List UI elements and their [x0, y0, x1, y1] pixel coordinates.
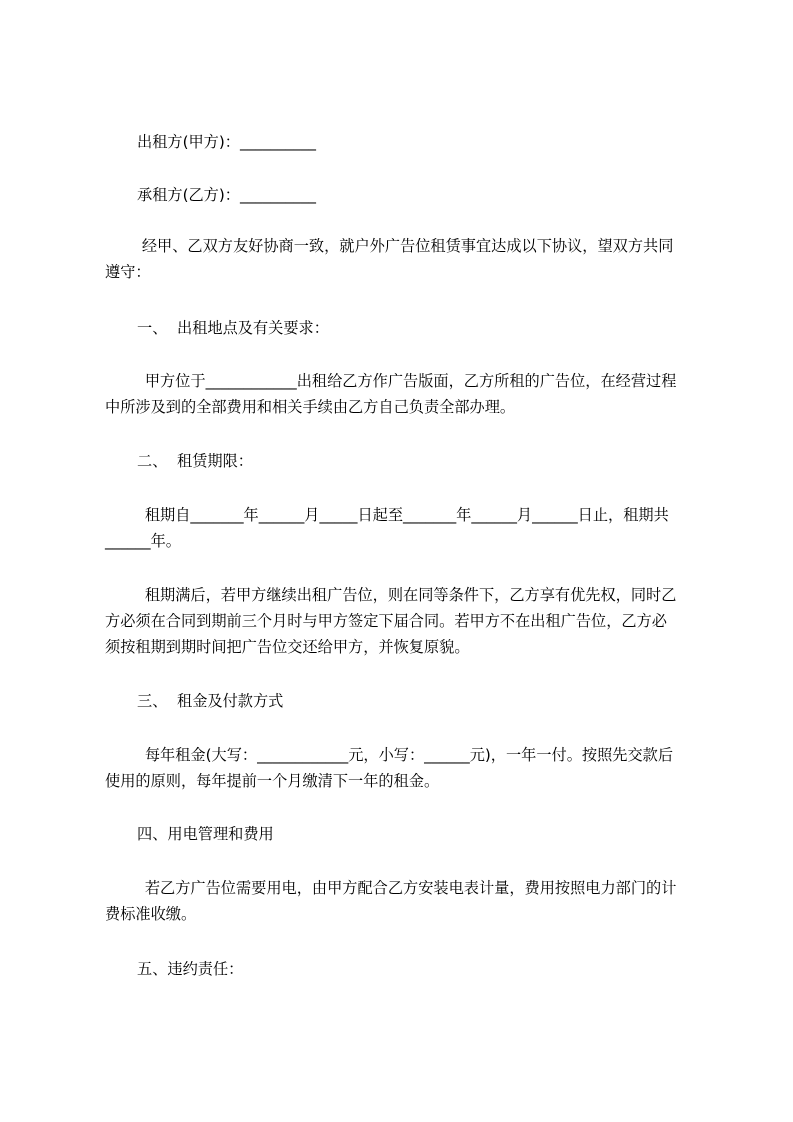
section1-line-2: 中所涉及到的全部费用和相关手续由乙方自己负责全部办理。: [105, 398, 516, 416]
renewal-line-3: 须按租期到期时间把广告位交还给甲方，并恢复原貌。: [105, 638, 470, 656]
lessee-line: 承租方(乙方)：__________: [137, 186, 316, 204]
section4-heading: 四、用电管理和费用: [137, 825, 274, 843]
lessor-line: 出租方(甲方)：__________: [137, 133, 316, 151]
section2-heading: 二、 租赁期限：: [137, 452, 253, 470]
electricity-line-1: 若乙方广告位需要用电，由甲方配合乙方安装电表计量，费用按照电力部门的计: [140, 879, 677, 897]
electricity-line-2: 费标准收缴。: [105, 905, 197, 923]
section1-heading: 一、 出租地点及有关要求：: [137, 319, 329, 337]
intro-line-2: 遵守：: [105, 263, 151, 281]
intro-line-1: 经甲、乙双方友好协商一致，就户外广告位租赁事宜达成以下协议，望双方共同: [137, 237, 674, 255]
section5-heading: 五、违约责任：: [137, 960, 244, 978]
term-line-2: ______年。: [105, 532, 181, 550]
renewal-line-2: 方必须在合同到期前三个月时与甲方签定下届合同。若甲方不在出租广告位，乙方必: [105, 612, 667, 630]
section1-line-1: 甲方位于____________出租给乙方作广告版面，乙方所租的广告位，在经营过程: [140, 372, 677, 390]
rent-line-1: 每年租金(大写：____________元，小写：______元)，一年一付。按照先交款后: [140, 746, 674, 764]
term-line-1: 租期自_______年______月_____日起至_______年______月______日止，租期共: [140, 506, 669, 524]
renewal-line-1: 租期满后，若甲方继续出租广告位，则在同等条件下，乙方享有优先权，同时乙: [140, 586, 677, 604]
rent-line-2: 使用的原则，每年提前一个月缴清下一年的租金。: [105, 772, 440, 790]
section3-heading: 三、 租金及付款方式: [137, 692, 284, 710]
